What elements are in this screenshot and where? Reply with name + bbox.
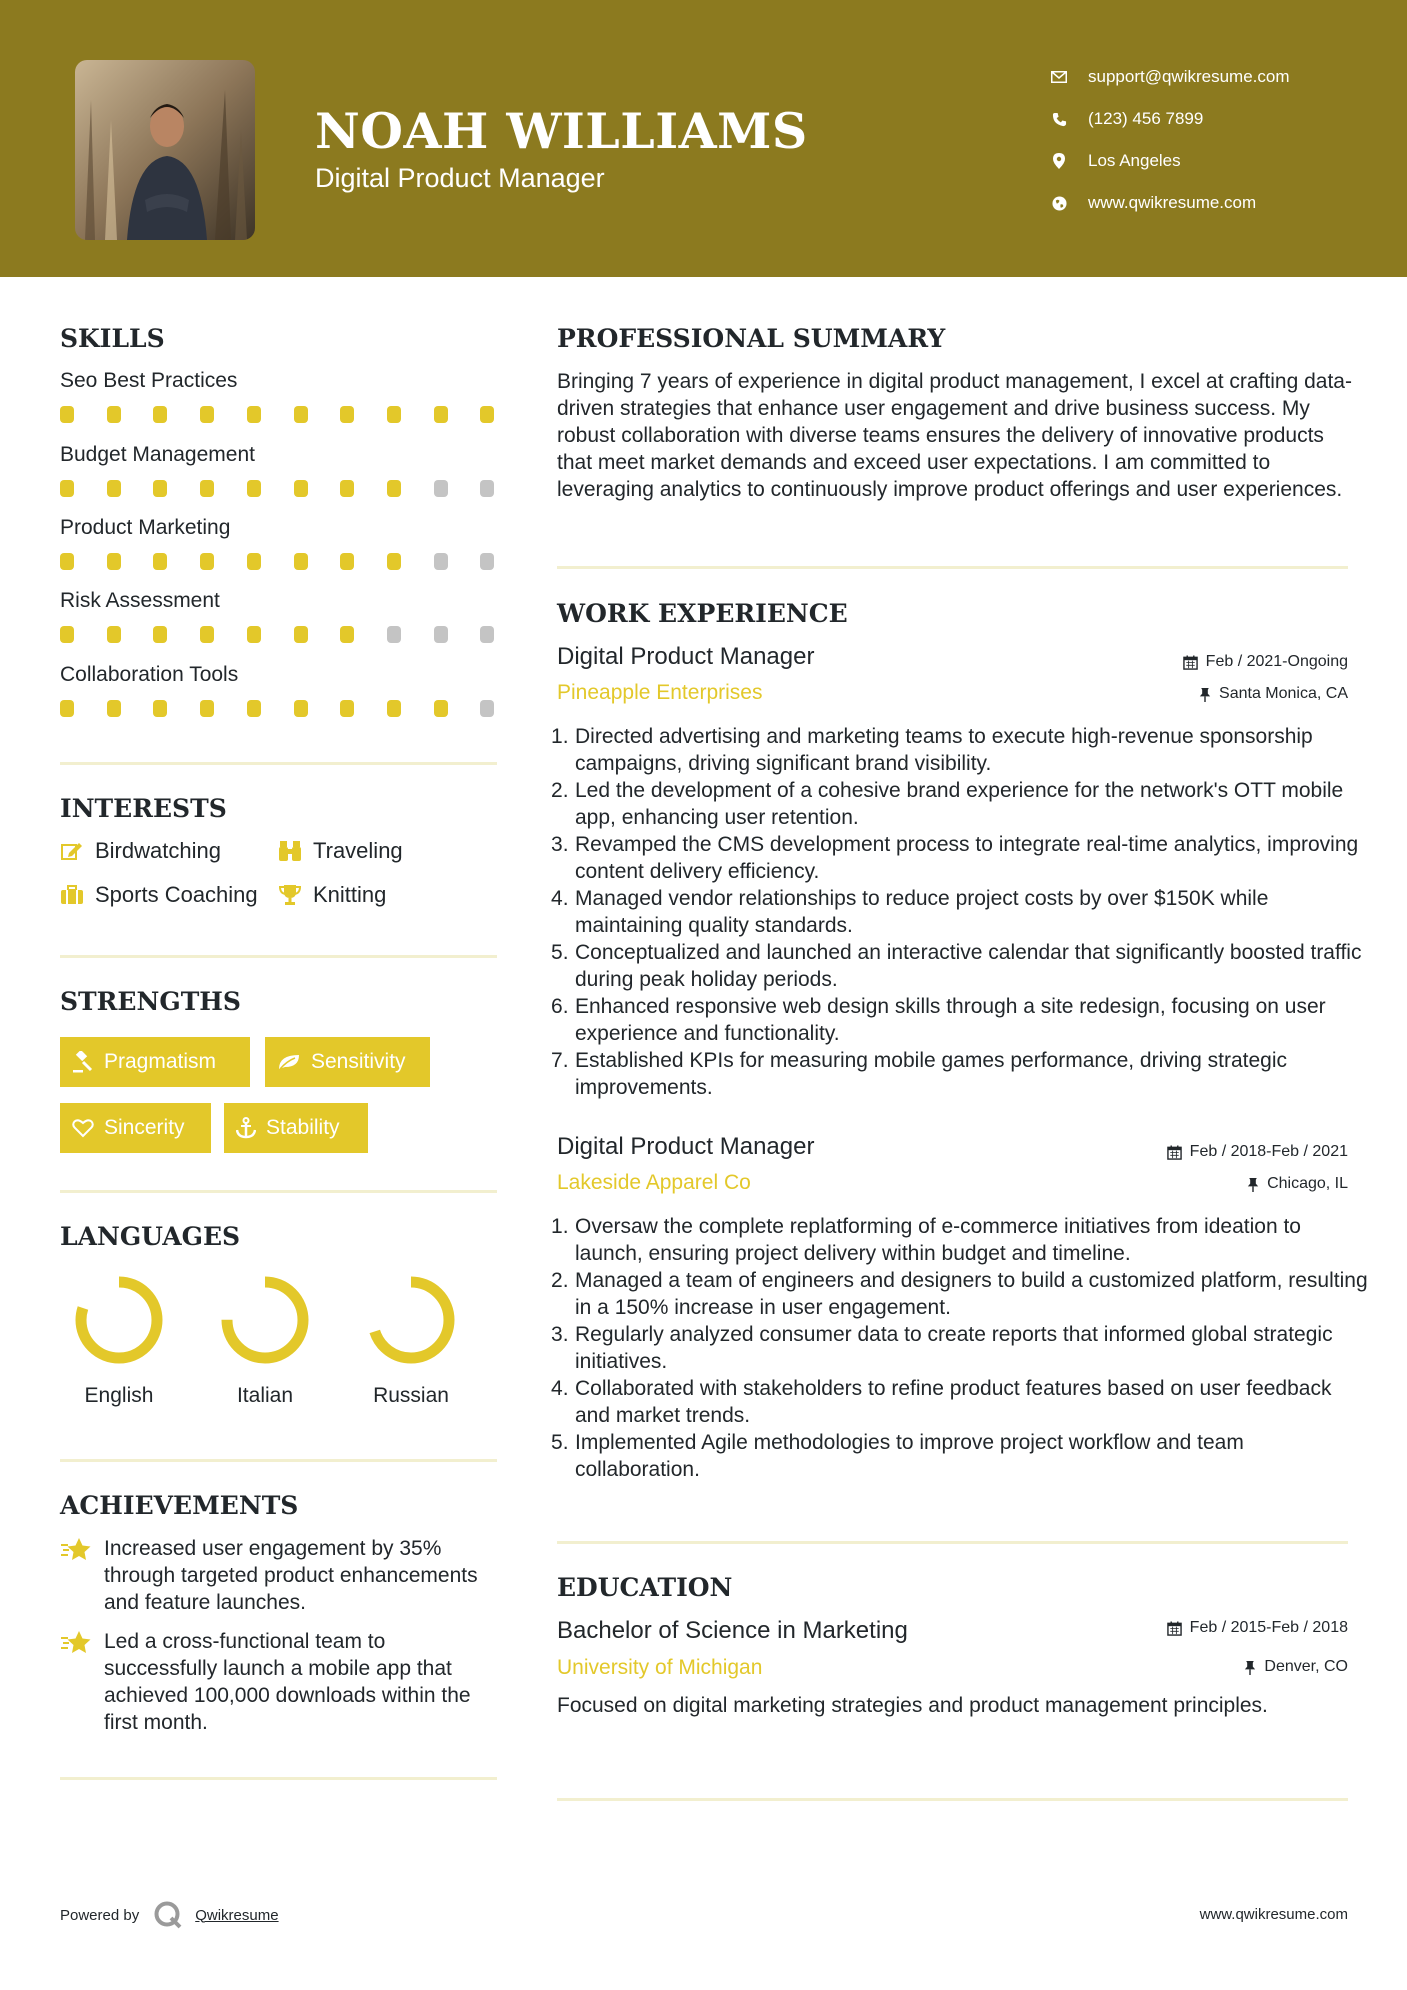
skill-name: Seo Best Practices xyxy=(60,369,238,392)
list-item: Regularly analyzed consumer data to create reports that informed global strategic initiatives. xyxy=(575,1323,1333,1373)
skill-dot-filled xyxy=(247,553,261,570)
divider xyxy=(557,1541,1348,1544)
language-label: English xyxy=(84,1384,154,1407)
skill-dot-filled xyxy=(153,480,167,497)
location-icon xyxy=(1050,152,1068,170)
education-dates xyxy=(1167,1619,1348,1637)
star-icon xyxy=(60,1535,94,1616)
job-dates-text: Feb / 2018-Feb / 2021 xyxy=(1189,1143,1348,1160)
interest-label: Knitting xyxy=(313,882,387,907)
strength-badge xyxy=(60,1103,211,1153)
list-item: Managed a team of engineers and designers to build a customized platform, resulting in a 150% increase in user engagement. xyxy=(575,1269,1368,1319)
achievement-text: Increased user engagement by 35% through targeted product enhancements and feature launches. xyxy=(104,1537,478,1614)
skill-dot-filled xyxy=(153,553,167,570)
language-ring xyxy=(215,1270,315,1370)
candidate-role: Digital Product Manager xyxy=(315,163,605,193)
calendar-icon xyxy=(1167,1621,1182,1636)
pushpin-icon xyxy=(1247,1177,1259,1192)
skill-dot-empty xyxy=(480,626,494,643)
interest-label: Traveling xyxy=(313,838,403,863)
achievement-item xyxy=(60,1535,500,1616)
job-company: Lakeside Apparel Co xyxy=(557,1171,751,1194)
skill-dot-filled xyxy=(107,626,121,643)
skill-dot-filled xyxy=(434,406,448,423)
skill-dot-filled xyxy=(200,406,214,423)
skill-rating xyxy=(60,626,500,644)
job-location xyxy=(1199,685,1348,703)
education-location xyxy=(1244,1658,1348,1676)
calendar-icon xyxy=(1183,655,1198,670)
skill-dot-filled xyxy=(200,553,214,570)
interest-label: Sports Coaching xyxy=(95,882,258,907)
job-location xyxy=(1247,1175,1348,1193)
skill-dot-filled xyxy=(247,406,261,423)
skill-dot-filled xyxy=(294,700,308,717)
skill-dot-filled xyxy=(107,480,121,497)
skill-dot-filled xyxy=(107,406,121,423)
skill-dot-empty xyxy=(434,626,448,643)
strengths-title: STRENGTHS xyxy=(60,987,241,1016)
skill-dot-filled xyxy=(294,406,308,423)
skill-dot-filled xyxy=(60,406,74,423)
summary-title: PROFESSIONAL SUMMARY xyxy=(557,324,946,353)
job-bullets xyxy=(557,723,1370,1101)
achievement-text: Led a cross-functional team to successfully launch a mobile app that achieved 100,000 downloads within the first month. xyxy=(104,1630,471,1734)
skill-rating xyxy=(60,553,500,571)
contact-location-text: Los Angeles xyxy=(1088,151,1181,170)
strength-label: Sincerity xyxy=(104,1116,185,1139)
skill-dot-filled xyxy=(247,700,261,717)
languages-title: LANGUAGES xyxy=(60,1222,241,1251)
contact-location xyxy=(1050,140,1290,182)
skill-dot-filled xyxy=(60,626,74,643)
job-bullets xyxy=(557,1213,1370,1483)
skill-dot-filled xyxy=(340,626,354,643)
skill-dot-filled xyxy=(60,480,74,497)
skill-dot-filled xyxy=(340,700,354,717)
leaf-icon xyxy=(277,1053,301,1071)
globe-icon xyxy=(1050,194,1068,212)
skill-dot-filled xyxy=(480,406,494,423)
language-ring-arc xyxy=(81,1282,157,1358)
list-item: Directed advertising and marketing teams to execute high-revenue sponsorship campaigns, driving significant brand visibility. xyxy=(575,725,1313,775)
divider xyxy=(60,762,497,765)
contact-list xyxy=(1050,56,1290,224)
job-location-text: Chicago, IL xyxy=(1267,1175,1348,1192)
interest-item xyxy=(278,882,386,908)
briefcase-icon xyxy=(60,883,84,907)
contact-phone[interactable] xyxy=(1050,98,1290,140)
language-item xyxy=(59,1270,179,1408)
skill-dot-filled xyxy=(294,553,308,570)
education-school: University of Michigan xyxy=(557,1656,763,1679)
gavel-icon xyxy=(72,1051,94,1073)
phone-icon xyxy=(1050,110,1068,128)
qwikresume-link[interactable]: Qwikresume xyxy=(195,1906,279,1924)
skill-rating xyxy=(60,406,500,424)
skill-name: Budget Management xyxy=(60,443,255,466)
skill-dot-filled xyxy=(294,480,308,497)
footer-powered-by xyxy=(60,1900,279,1930)
job-title: Digital Product Manager xyxy=(557,1133,815,1160)
skill-dot-filled xyxy=(247,626,261,643)
skill-dot-filled xyxy=(200,626,214,643)
language-item xyxy=(351,1270,471,1408)
skill-dot-filled xyxy=(107,700,121,717)
strength-badge xyxy=(224,1103,368,1153)
skill-dot-filled xyxy=(340,480,354,497)
interest-item xyxy=(60,882,258,908)
divider xyxy=(557,1798,1348,1801)
job-company: Pineapple Enterprises xyxy=(557,681,763,704)
list-item: Implemented Agile methodologies to improve project workflow and team collaboration. xyxy=(575,1431,1244,1481)
skill-name: Product Marketing xyxy=(60,516,231,539)
language-ring xyxy=(361,1270,461,1370)
education-title: EDUCATION xyxy=(557,1573,733,1602)
profile-photo xyxy=(75,60,255,240)
job-dates xyxy=(1167,1143,1348,1161)
skill-dot-filled xyxy=(247,480,261,497)
skill-dot-filled xyxy=(340,406,354,423)
skill-rating xyxy=(60,480,500,498)
education-location-text: Denver, CO xyxy=(1264,1658,1348,1675)
star-icon xyxy=(60,1628,94,1736)
footer-url[interactable]: www.qwikresume.com xyxy=(1199,1906,1348,1923)
skill-dot-filled xyxy=(434,700,448,717)
skill-dot-empty xyxy=(480,480,494,497)
skill-dot-empty xyxy=(434,553,448,570)
contact-website-text: www.qwikresume.com xyxy=(1088,193,1257,212)
language-ring-arc xyxy=(373,1282,449,1358)
interest-item xyxy=(60,838,221,864)
skill-dot-filled xyxy=(387,700,401,717)
achievement-item xyxy=(60,1628,500,1736)
list-item: Oversaw the complete replatforming of e-commerce initiatives from ideation to launch, ensuring project delivery within budget and timeline. xyxy=(575,1215,1301,1265)
skill-rating xyxy=(60,700,500,718)
skill-dot-filled xyxy=(200,700,214,717)
education-description: Focused on digital marketing strategies and product management principles. xyxy=(557,1694,1268,1717)
divider xyxy=(60,1777,497,1780)
skill-dot-filled xyxy=(387,480,401,497)
pencil-icon xyxy=(60,839,84,863)
contact-website[interactable] xyxy=(1050,182,1290,224)
skills-title: SKILLS xyxy=(60,324,165,353)
skill-dot-filled xyxy=(60,553,74,570)
list-item: Conceptualized and launched an interactive calendar that significantly boosted traffic during peak holiday periods. xyxy=(575,941,1362,991)
binoculars-icon xyxy=(278,839,302,863)
skill-dot-filled xyxy=(294,626,308,643)
interest-item xyxy=(278,838,403,864)
achievements-title: ACHIEVEMENTS xyxy=(60,1491,299,1520)
skill-dot-filled xyxy=(153,700,167,717)
contact-email[interactable] xyxy=(1050,56,1290,98)
envelope-icon xyxy=(1050,68,1068,86)
strength-label: Sensitivity xyxy=(311,1050,406,1073)
calendar-icon xyxy=(1167,1145,1182,1160)
skill-dot-empty xyxy=(480,700,494,717)
skill-dot-filled xyxy=(387,406,401,423)
language-label: Italian xyxy=(236,1384,294,1407)
skill-name: Risk Assessment xyxy=(60,589,220,612)
skill-dot-empty xyxy=(434,480,448,497)
divider xyxy=(60,955,497,958)
strength-label: Stability xyxy=(266,1116,340,1139)
anchor-icon xyxy=(236,1117,256,1139)
skill-name: Collaboration Tools xyxy=(60,663,239,686)
skill-dot-empty xyxy=(480,553,494,570)
skill-dot-filled xyxy=(107,553,121,570)
interests-title: INTERESTS xyxy=(60,794,227,823)
skill-dot-filled xyxy=(387,553,401,570)
powered-by-text: Powered by xyxy=(60,1906,140,1924)
qwikresume-logo-icon xyxy=(153,1900,183,1930)
contact-email-text: support@qwikresume.com xyxy=(1088,67,1290,86)
candidate-name: NOAH WILLIAMS xyxy=(315,102,808,160)
education-dates-text: Feb / 2015-Feb / 2018 xyxy=(1189,1619,1348,1636)
divider xyxy=(557,566,1348,569)
divider xyxy=(60,1190,497,1193)
trophy-icon xyxy=(278,883,302,907)
header xyxy=(0,0,1407,277)
experience-title: WORK EXPERIENCE xyxy=(557,599,848,628)
heart-icon xyxy=(72,1118,94,1138)
job-title: Digital Product Manager xyxy=(557,643,815,670)
skill-dot-filled xyxy=(200,480,214,497)
list-item: Enhanced responsive web design skills through a site redesign, focusing on user experience and functionality. xyxy=(575,995,1326,1045)
skill-dot-empty xyxy=(387,626,401,643)
education-degree: Bachelor of Science in Marketing xyxy=(557,1617,908,1644)
pushpin-icon xyxy=(1244,1660,1256,1675)
list-item: Collaborated with stakeholders to refine product features based on user feedback and market trends. xyxy=(575,1377,1332,1427)
strength-badge xyxy=(265,1037,430,1087)
divider xyxy=(60,1459,497,1462)
skill-dot-filled xyxy=(153,406,167,423)
list-item: Established KPIs for measuring mobile games performance, driving strategic improvements. xyxy=(575,1049,1287,1099)
language-ring-arc xyxy=(227,1282,303,1358)
strength-label: Pragmatism xyxy=(104,1050,217,1073)
job-dates xyxy=(1183,653,1348,671)
interest-label: Birdwatching xyxy=(95,838,221,863)
language-ring xyxy=(69,1270,169,1370)
pushpin-icon xyxy=(1199,687,1211,702)
contact-phone-text: (123) 456 7899 xyxy=(1088,109,1204,128)
job-dates-text: Feb / 2021-Ongoing xyxy=(1205,653,1348,670)
language-label: Russian xyxy=(373,1384,449,1407)
list-item: Revamped the CMS development process to integrate real-time analytics, improving content delivery efficiency. xyxy=(575,833,1359,883)
list-item: Led the development of a cohesive brand experience for the network's OTT mobile app, enhancing user retention. xyxy=(575,779,1344,829)
list-item: Managed vendor relationships to reduce project costs by over $150K while maintaining quality standards. xyxy=(575,887,1269,937)
strength-badge xyxy=(60,1037,250,1087)
summary-text: Bringing 7 years of experience in digital product management, I excel at crafting data-driven strategies that enhance user engagement and drive business success. My robust collaboration with diverse teams ensures the delivery of innovative products that meet market demands and exceed user expectations. I am committed to leveraging analytics to continuously improve product offerings and user experiences. xyxy=(557,370,1352,501)
skill-dot-filled xyxy=(340,553,354,570)
skill-dot-filled xyxy=(60,700,74,717)
language-item xyxy=(205,1270,325,1408)
job-location-text: Santa Monica, CA xyxy=(1219,685,1348,702)
skill-dot-filled xyxy=(153,626,167,643)
